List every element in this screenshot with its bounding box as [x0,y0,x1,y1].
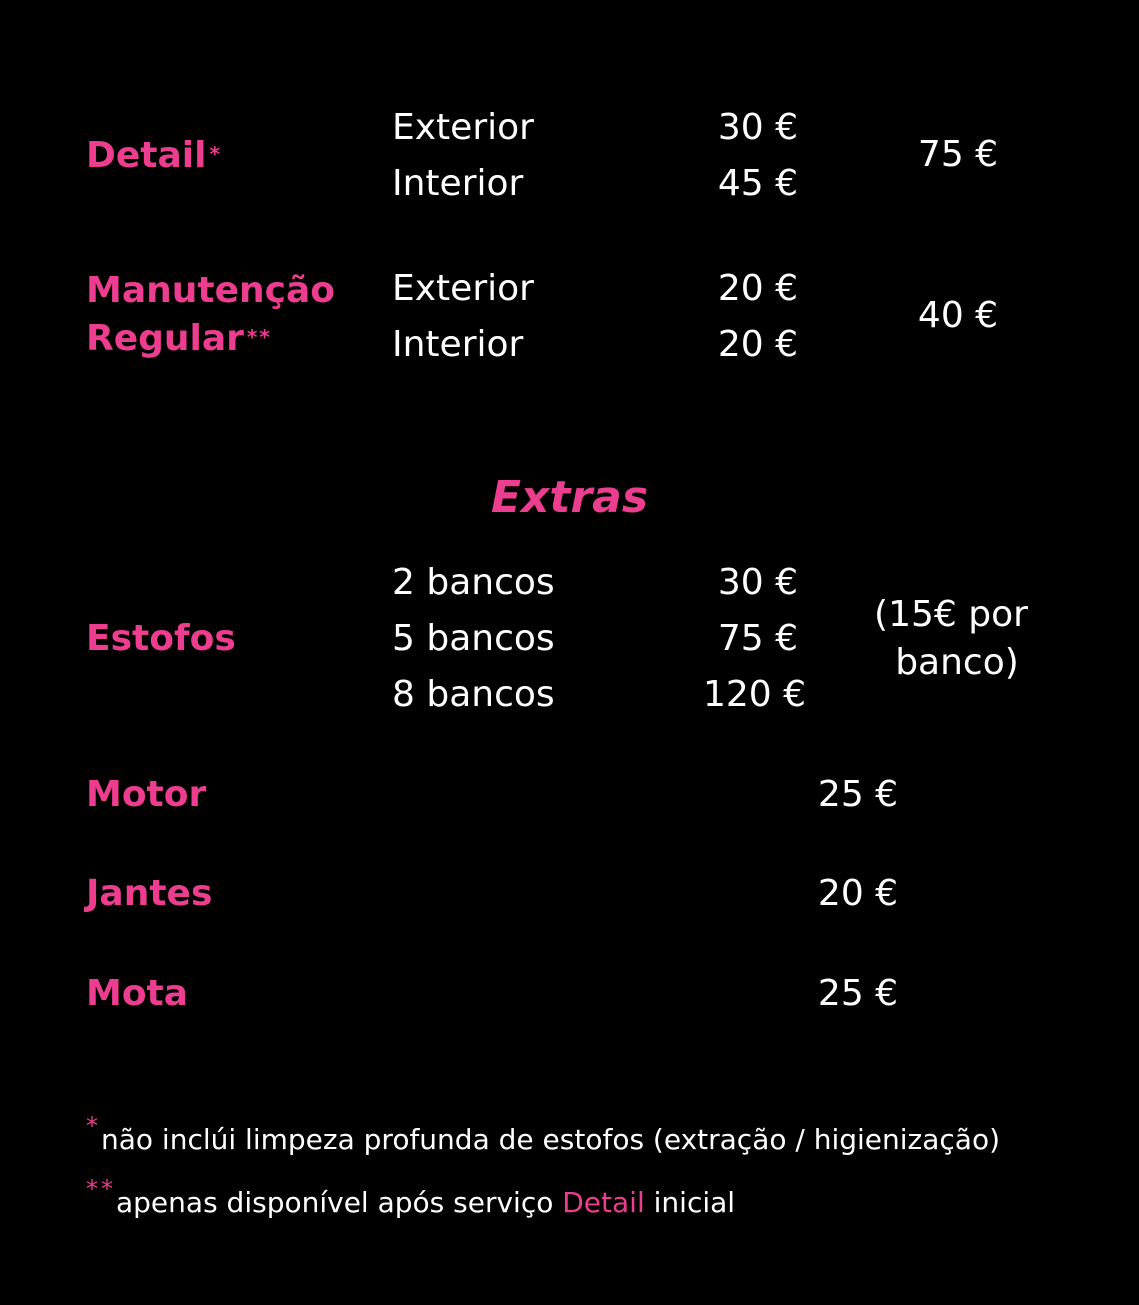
footnote-2-mark: ** [86,1175,116,1203]
extras-heading: Extras [490,472,649,523]
detail-price-interior: 45 € [717,163,798,204]
estofos-label: Estofos [86,618,236,659]
detail-price-exterior: 30 € [717,107,798,148]
estofos-note-line2: banco) [895,642,1019,683]
detail-label: Detail * [86,135,222,176]
manutencao-total: 40 € [917,295,999,336]
detail-total: 75 € [917,134,999,175]
estofos-item-8: 8 bancos [392,674,555,715]
footnote-1-mark: * [86,1112,101,1140]
estofos-item-5: 5 bancos [392,618,555,659]
footnote-2-highlight: Detail [562,1186,645,1219]
manutencao-label-line1: Manutenção [86,270,335,311]
detail-item-exterior: Exterior [392,107,534,148]
detail-star: * [209,142,222,166]
manutencao-item-exterior: Exterior [392,268,534,309]
detail-item-interior: Interior [392,163,524,204]
estofos-price-8: 120 € [702,674,806,715]
estofos-price-5: 75 € [717,618,798,659]
jantes-label: Jantes [86,873,213,914]
motor-label: Motor [86,774,207,815]
manutencao-label-line2: Regular ** [86,318,272,359]
manutencao-price-exterior: 20 € [717,268,798,309]
footnote-2-text-after: inicial [644,1186,736,1219]
manutencao-price-interior: 20 € [717,324,798,365]
mota-price: 25 € [817,973,899,1014]
footnote-2 [86,1175,736,1223]
footnote-1 [86,1112,1001,1160]
estofos-item-2: 2 bancos [392,562,555,603]
jantes-price: 20 € [817,873,899,914]
motor-price: 25 € [817,774,899,815]
estofos-note-line1: (15€ por [874,594,1028,635]
mota-label: Mota [86,973,189,1014]
manutencao-item-interior: Interior [392,324,524,365]
footnote-1-text: não inclúi limpeza profunda de estofos (extração / higienização) [101,1123,1001,1156]
estofos-price-2: 30 € [717,562,798,603]
footnote-2-text-before: apenas disponível após serviço [116,1186,563,1219]
manutencao-star: ** [246,325,272,349]
